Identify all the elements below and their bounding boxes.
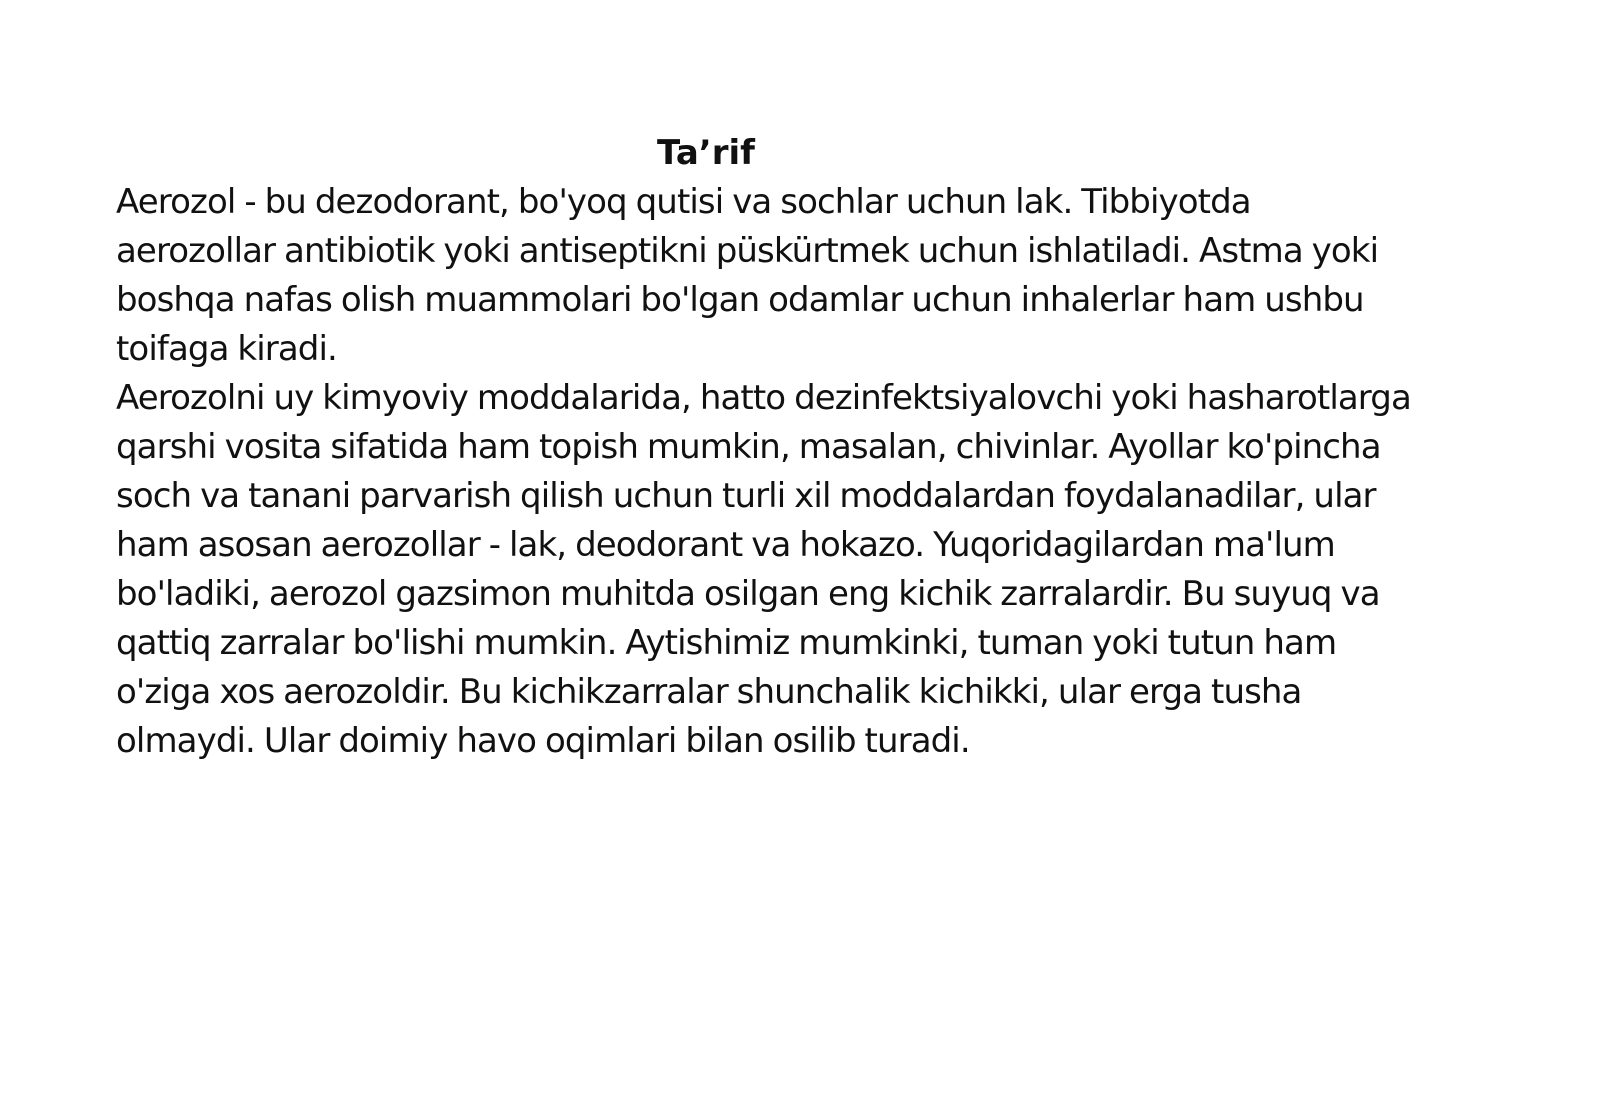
paragraph-1: Aerozol - bu dezodorant, bo'yoq qutisi va sochlar uchun lak. Tibbiyotda aerozollar antibiotik yoki antiseptikni püskürtmek uchun ishlatiladi. Astma yoki boshqa nafas olish muammolari bo'lgan odamlar uchun inhalerlar ham ushbu toifaga kiradi. bbox=[116, 182, 1379, 369]
paragraph-2: Aerozolni uy kimyoviy moddalarida, hatto dezinfektsiyalovchi yoki hasharotlarga qarshi vosita sifatida ham topish mumkin, masalan, chivinlar. Ayollar ko'pincha soch va tanani parvarish qilish uchun turli xil moddalardan foydalanadilar, ular ham asosan aerozollar - lak, deodorant va hokazo. Yuqoridagilardan ma'lum bo'ladiki, aerozol gazsimon muhitda osilgan eng kichik zarralardir. Bu suyuq va qattiq zarralar bo'lishi mumkin. Aytishimiz mumkinki, tuman yoki tutun ham o'ziga xos aerozoldir. Bu kichikzarralar shunchalik kichikki, ular erga tusha olmaydi. Ular doimiy havo oqimlari bilan osilib turadi. bbox=[116, 378, 1411, 761]
slide-title: Ta’rif bbox=[657, 133, 755, 173]
text-box bbox=[116, 128, 1416, 766]
